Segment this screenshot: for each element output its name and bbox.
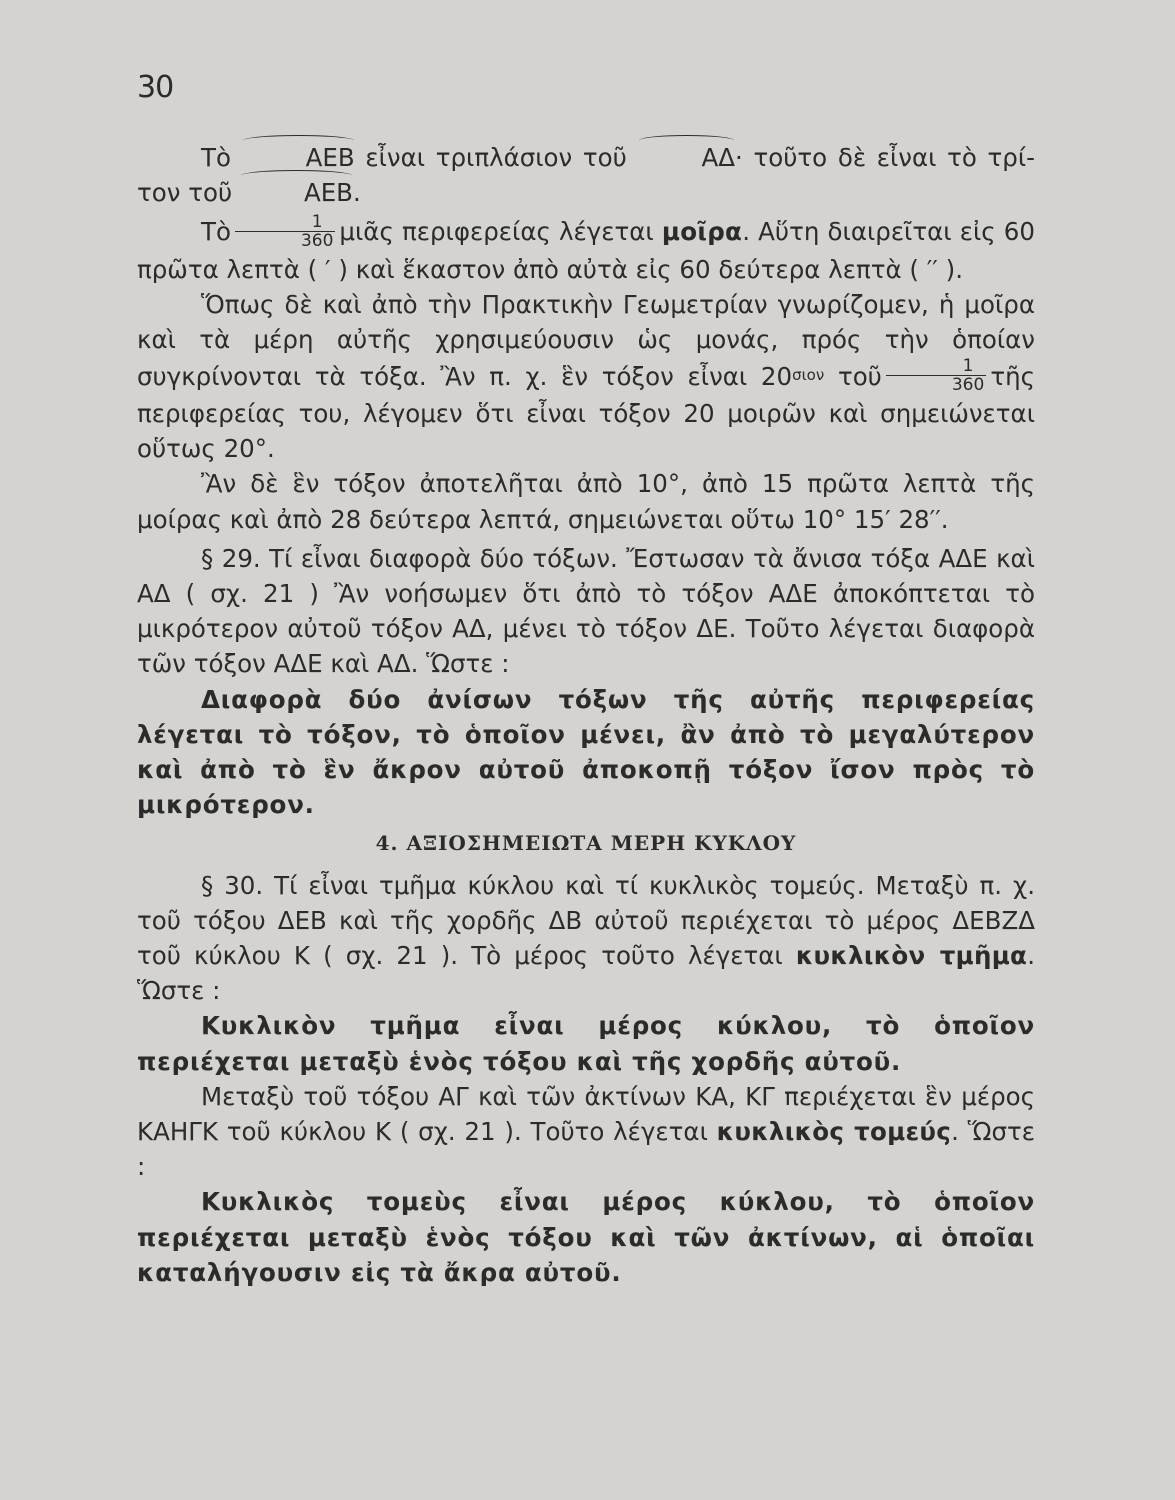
definition-circular-segment: Κυκλικὸν τμῆμα εἶναι μέρος κύκλου, τὸ ὁποῖον περιέχεται μεταξὺ ἑνὸς τόξου καὶ τῆς χορδῆς αὐτοῦ. [137,1011,1035,1076]
definition-circular-sector: Κυκλικὸς τομεὺς εἶναι μέρος κύκλου, τὸ ὁποῖον περιέχεται μεταξὺ ἑνὸς τόξου καὶ τῶν ἀκτίνων, αἱ ὁποῖαι καταλήγουσιν εἰς τὰ ἄκρα αὐτοῦ. [137,1187,1035,1287]
text-run: Τὸ [201,143,231,172]
text-run: μιᾶς περιφερείας λέγεται [339,217,654,247]
paragraph-circular-segment [137,868,1035,1009]
text-run: . Ὥστε : [137,941,1035,1006]
paragraph-degree-definition [137,211,1035,287]
arc-aeb-2: ΑΕΒ [240,175,353,210]
fraction-numerator: 1 [962,356,974,377]
section-30-title: § 30. Τί εἶναι τμῆμα κύκλου καὶ τί κυκλικὸς τομεύς. [201,870,865,900]
text-run: τῆς περιφερείας του, λέγομεν ὅτι εἶναι τόξον 20 μοιρῶν καὶ σημειώνεται οὕτως 20°. [137,361,1035,464]
page-number: 30 [137,70,174,105]
text-run: . Αὕτη διαιρεῖται εἰς 60 πρῶτα λεπτὰ ( ′ ) καὶ ἕκαστον ἀπὸ αὐτὰ εἰς 60 δεύτερα λεπτὰ ( ′′ ). [137,217,1035,284]
superscript: σιον [792,365,825,384]
definition-arc-difference: Διαφορὰ δύο ἀνίσων τόξων τῆς αὐτῆς περιφερείας λέγεται τὸ τόξον, τὸ ὁποῖον μένει, ἂν ἀπὸ τὸ μεγαλύτερον καὶ ἀπὸ τὸ ἓν ἄκρον αὐτοῦ ἀποκοπῇ τόξον ἴσον πρὸς τὸ μικρότερον. [137,684,1035,820]
arc-aeb: ΑΕΒ [242,140,355,175]
term-segment: κυκλικὸν τμῆμα [795,941,1028,971]
text-run: · τοῦτο δὲ εἶναι τὸ τρί-τον τοῦ [137,143,1035,208]
text-run: τοῦ [837,361,882,391]
text-run: εἶναι τριπλάσιον τοῦ [354,143,627,172]
text-run: Τὸ [201,217,231,247]
page-body [137,140,1035,1290]
fraction-1-360 [235,213,335,250]
paragraph-arc-ratio [137,140,1035,210]
term-sector: κυκλικὸς τομεύς [716,1117,952,1147]
fraction-denominator: 360 [235,231,335,250]
paragraph-degree-usage [137,287,1035,466]
chapter-heading: 4. ΑΞΙΟΣΗΜΕΙΩΤΑ ΜΕΡΗ ΚΥΚΛΟΥ [375,831,797,856]
fraction-1-360-b [886,357,986,394]
text-run: Μεταξὺ π. χ. τοῦ τόξου ΔΕΒ καὶ τῆς χορδῆς ΔΒ αὐτοῦ περιέχεται τὸ μέρος ΔΕΒΖΔ τοῦ κύκλου Κ ( σχ. 21 ). Τὸ μέρος τοῦτο λέγεται [137,870,1035,971]
text-run: Μεταξὺ τοῦ τόξου ΑΓ καὶ τῶν ἀκτίνων ΚΑ, ΚΓ περιέχεται ἓν μέρος ΚΑΗΓΚ τοῦ κύκλου Κ ( σχ. 21 ). Τοῦτο λέγεται [137,1081,1035,1147]
section-29-title: § 29. Τί εἶναι διαφορὰ δύο τόξων. [201,543,618,573]
fraction-numerator: 1 [311,211,323,232]
term-moira: μοῖρα [661,217,743,247]
paragraph-circular-sector [137,1079,1035,1185]
text-run: Ὅπως δὲ καὶ ἀπὸ τὴν Πρακτικὴν Γεωμετρίαν γνωρίζομεν, ἡ μοῖρα καὶ τὰ μέρη αὐτῆς χρησιμεύουσιν ὡς μονάς, πρός τὴν ὁποίαν συγκρίνονται τὰ τόξα. Ἂν π. χ. ἓν τόξον εἶναι 20 [137,290,1035,391]
text-run: . Ὥστε : [137,1117,1035,1182]
arc-ad: ΑΔ [638,140,736,175]
fraction-denominator: 360 [886,375,986,394]
text-run: . [353,178,361,208]
paragraph-arc-difference [137,541,1035,682]
text-run: Ἔστωσαν τὰ ἄνισα τόξα ΑΔΕ καὶ ΑΔ ( σχ. 21 ) Ἂν νοήσωμεν ὅτι ἀπὸ τὸ τόξον ΑΔΕ ἀποκόπτεται τὸ μικρότερον αὐτοῦ τόξον ΑΔ, μένει τὸ τόξον ΔΕ. Τοῦτο λέγεται διαφορὰ τῶν τόξον ΑΔΕ καὶ ΑΔ. Ὥστε : [137,543,1035,679]
paragraph-minutes-seconds: Ἂν δὲ ἓν τόξον ἀποτελῆται ἀπὸ 10°, ἀπὸ 15 πρῶτα λεπτὰ τῆς μοίρας καὶ ἀπὸ 28 δεύτερα λεπτά, σημειώνεται οὕτω 10° 15′ 28′′. [137,469,1035,534]
